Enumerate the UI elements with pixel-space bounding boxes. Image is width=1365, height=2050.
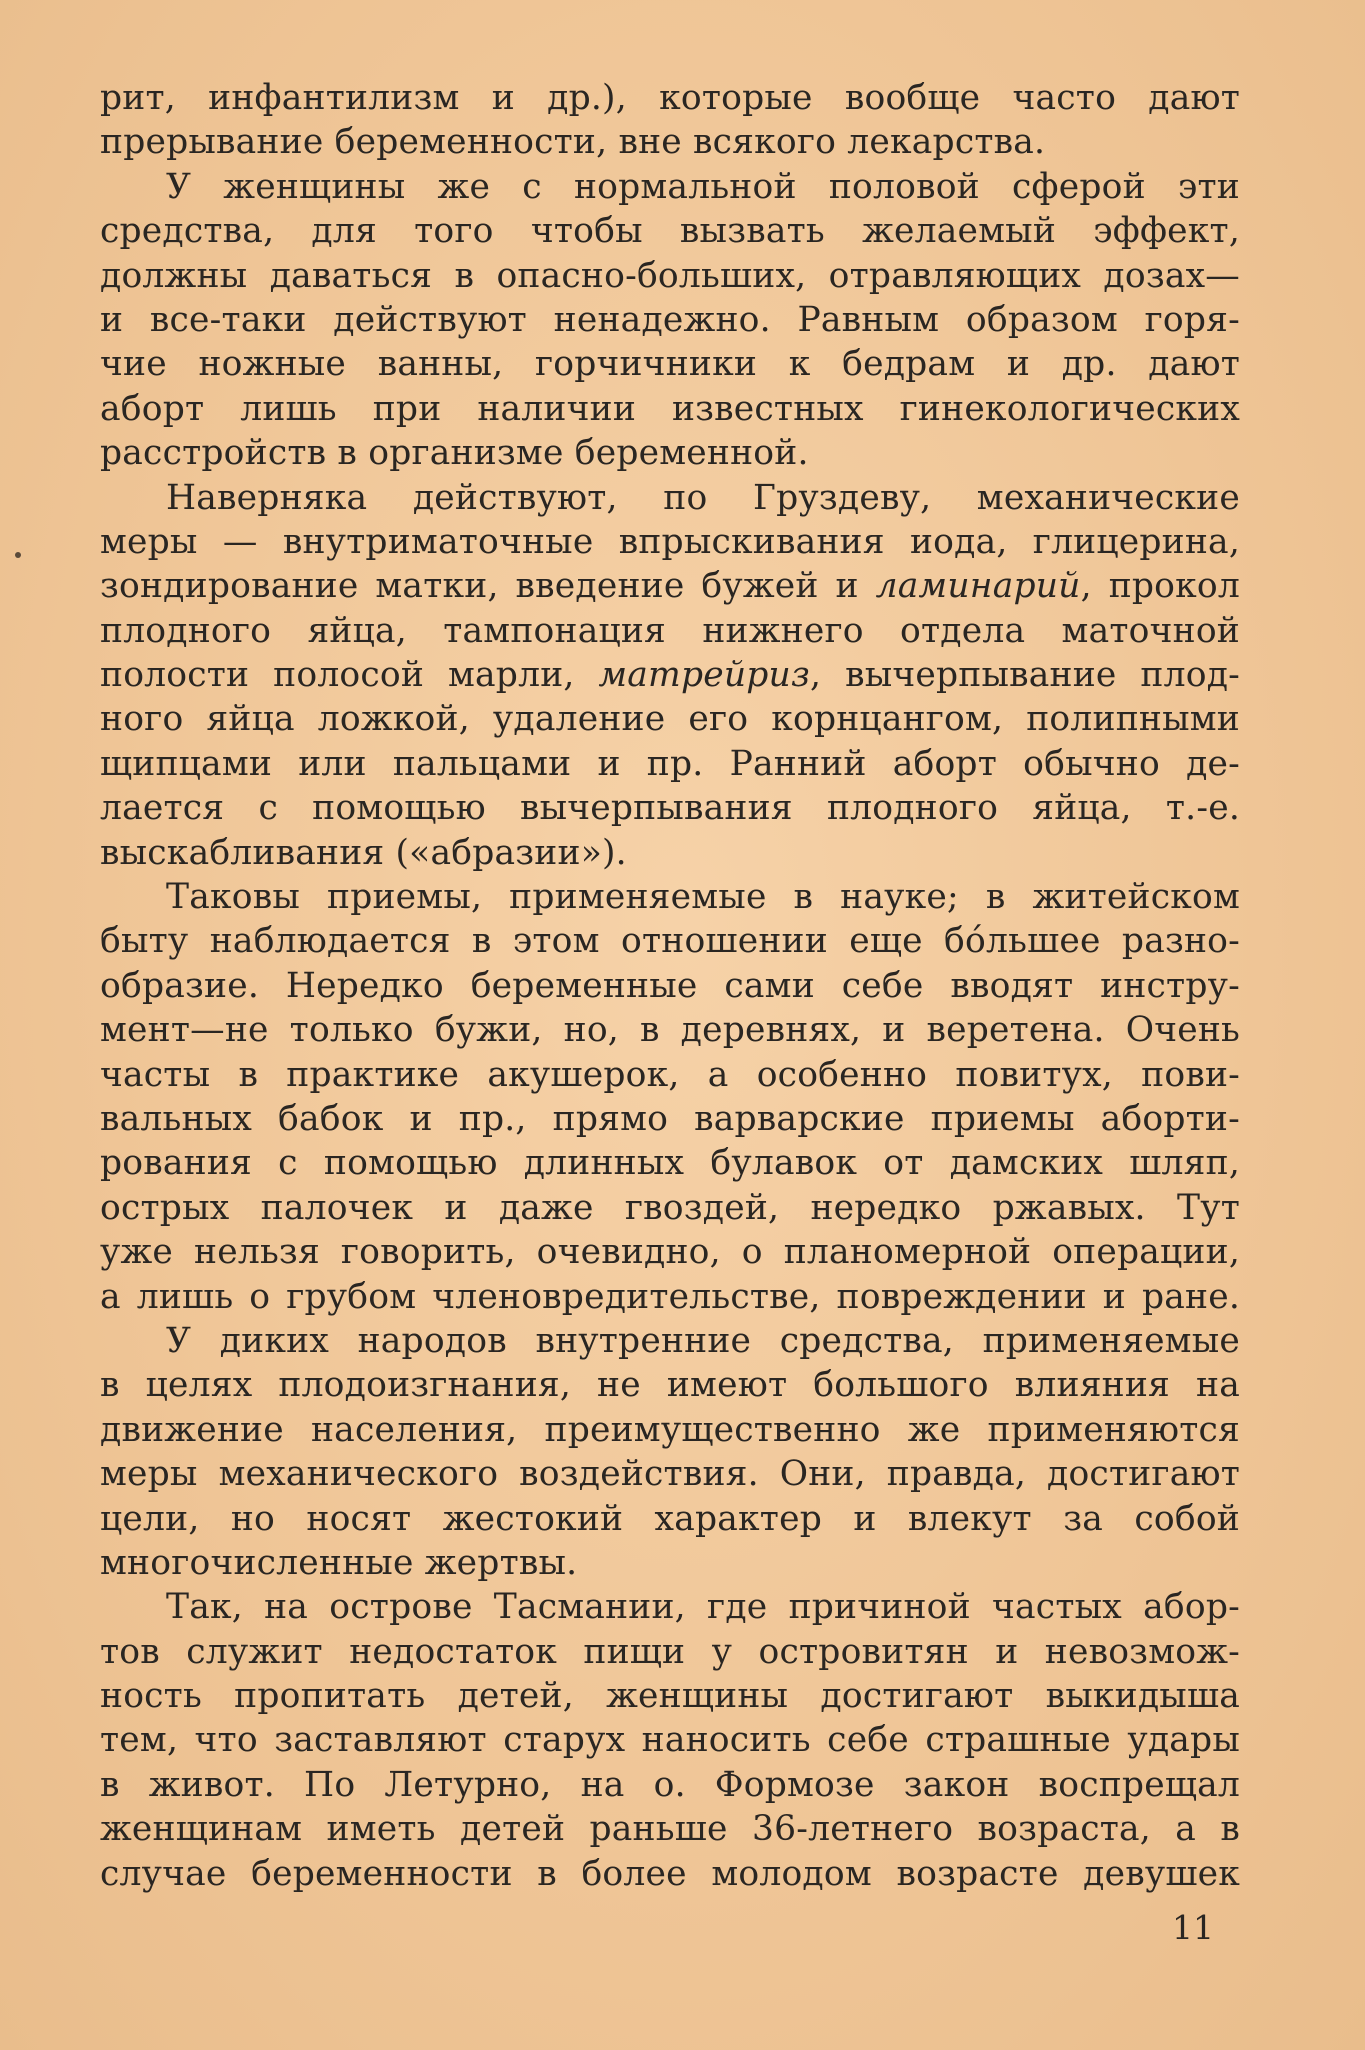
stray-ink-mark <box>15 552 21 558</box>
text-line: аборт лишь при наличии известных гинекологических <box>100 388 1240 429</box>
text-line: У диких народов внутренние средства, применяемые <box>166 1320 1240 1361</box>
text-line: ного яйца ложкой, удаление его корнцангом, полипными <box>100 699 1240 740</box>
text-line: выскабливания («абразии»). <box>100 832 627 873</box>
text-line: Наверняка действуют, по Груздеву, механические <box>166 477 1240 518</box>
text-line: рования с помощью длинных булавок от дамских шляп, <box>100 1143 1240 1184</box>
text-line: женщинам иметь детей раньше 36-летнего возраста, а в <box>100 1809 1240 1850</box>
text-line: зондирование матки, введение бужей и ламинарий, прокол <box>100 566 1240 607</box>
text-line: быту наблюдается в этом отношении еще бо́льшее разно- <box>100 921 1240 962</box>
text-line: Так, на острове Тасмании, где причиной частых абор- <box>166 1587 1240 1628</box>
text-line: полости полосой марли, матрейриз, вычерпывание плод- <box>100 655 1240 696</box>
text-line: в живот. По Летурно, на о. Формозе закон воспрещал <box>100 1764 1240 1805</box>
text-line: плодного яйца, тампонация нижнего отдела маточной <box>100 610 1240 651</box>
text-line: расстройств в организме беременной. <box>100 433 809 474</box>
text-line: прерывание беременности, вне всякого лекарства. <box>100 122 1046 163</box>
text-line: и все-таки действуют ненадежно. Равным образом горя- <box>100 299 1240 340</box>
text-line: в целях плодоизгнания, не имеют большого влияния на <box>100 1365 1240 1406</box>
text-line: меры механического воздействия. Они, правда, достигают <box>100 1454 1240 1495</box>
text-line: уже нельзя говорить, очевидно, о планомерной операции, <box>100 1232 1240 1273</box>
text-line: движение населения, преимущественно же применяются <box>100 1409 1240 1450</box>
text-line: многочисленные жертвы. <box>100 1542 578 1583</box>
body-text <box>100 76 1240 1896</box>
text-line: цели, но носят жестокий характер и влекут за собой <box>100 1498 1240 1539</box>
text-line: часты в практике акушерок, а особенно повитух, пови- <box>100 1054 1240 1095</box>
text-line: меры — внутриматочные впрыскивания иода, глицерина, <box>100 521 1240 562</box>
text-line: случае беременности в более молодом возрасте девушек <box>100 1853 1240 1894</box>
text-line: чие ножные ванны, горчичники к бедрам и др. дают <box>100 344 1240 385</box>
page-number: 11 <box>1172 1908 1214 1947</box>
text-line: острых палочек и даже гвоздей, нередко ржавых. Тут <box>100 1187 1240 1228</box>
text-line: щипцами или пальцами и пр. Ранний аборт обычно де- <box>100 743 1240 784</box>
text-line: Таковы приемы, применяемые в науке; в житейском <box>166 877 1240 918</box>
text-line: средства, для того чтобы вызвать желаемый эффект, <box>100 211 1240 252</box>
text-line: лается с помощью вычерпывания плодного яйца, т.-е. <box>100 788 1240 829</box>
text-line: вальных бабок и пр., прямо варварские приемы аборти- <box>100 1098 1240 1139</box>
text-line: У женщины же с нормальной половой сферой эти <box>166 166 1240 207</box>
text-line: должны даваться в опасно-больших, отравляющих дозах— <box>100 255 1240 296</box>
text-line: тов служит недостаток пищи у островитян и невозмож- <box>100 1631 1240 1672</box>
text-line: тем, что заставляют старух наносить себе страшные удары <box>100 1720 1240 1761</box>
text-line: рит, инфантилизм и др.), которые вообще часто дают <box>100 78 1240 118</box>
text-line: мент—не только бужи, но, в деревнях, и веретена. Очень <box>100 1010 1240 1051</box>
text-line: а лишь о грубом членовредительстве, повреждении и ране. <box>100 1276 1240 1317</box>
text-line: ность пропитать детей, женщины достигают выкидыша <box>100 1676 1240 1717</box>
text-line: образие. Нередко беременные сами себе вводят инстру- <box>100 965 1240 1006</box>
